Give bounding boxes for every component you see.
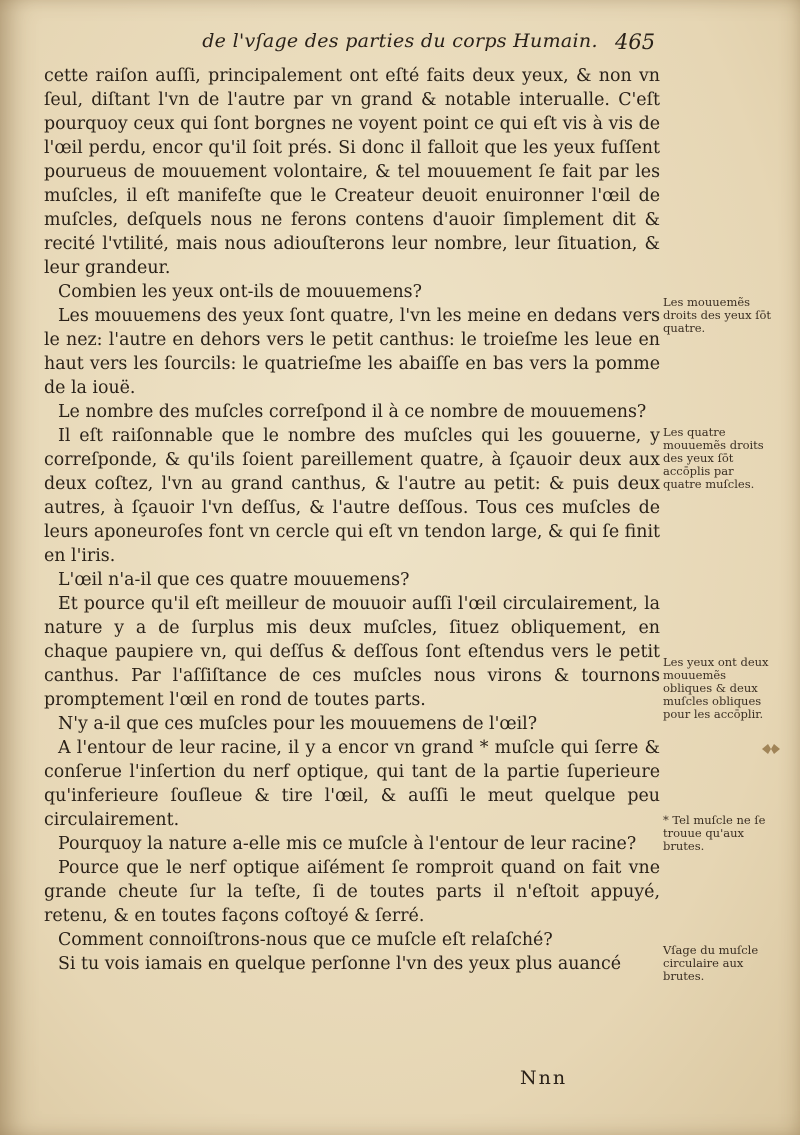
ornament-mark-icon: [760, 740, 782, 758]
running-head: de l'vſage des parties du corps Humain.: [202, 30, 598, 52]
answer-paragraph: Les mouuemens des yeux ſont quatre, l'vn les meine en dedans vers le nez: l'autre en dehors vers le petit canthus: le troieſme les leue en haut vers les ſourcils: le quatrieſme les abaiſſe en bas vers la pomme de la iouë.: [44, 306, 660, 398]
margin-note: Les mouuemẽs droits des yeux ſōt quatre.: [663, 295, 772, 335]
margin-note: Vſage du muſcle circulaire aux brutes.: [663, 943, 759, 983]
question-paragraph: Pourquoy la nature a-elle mis ce muſcle à l'entour de leur racine?: [58, 834, 637, 854]
question-paragraph: Comment connoiſtrons-nous que ce muſcle eſt relaſché?: [58, 930, 553, 950]
question-paragraph: Le nombre des muſcles correſpond il à ce nombre de mouuemens?: [58, 402, 647, 422]
answer-paragraph: Il eſt raiſonnable que le nombre des muſcles qui les gouuerne, y correſponde, & qu'ils ſoient pareillement quatre, à ſçauoir deux aux deux coſtez, l'vn au grand canthus, & l'autre au petit: & puis deux autres, à ſçauoir l'vn deſſus, & l'autre deſſous. Tous ces muſcles de leurs aponeuroſes font vn cercle qui eſt vn tendon large, & qui ſe finit en l'iris.: [44, 426, 660, 566]
question-paragraph: N'y a-il que ces muſcles pour les mouuemens de l'œil?: [58, 714, 538, 734]
signature-mark: Nnn: [520, 1067, 568, 1089]
answer-paragraph: Et pource qu'il eſt meilleur de mouuoir auſſi l'œil circulairement, la nature y a de ſurplus mis deux muſcles, ſituez obliquement, en chaque paupiere vn, qui deſſus & deſſous ſont eſtendus vers le petit canthus. Par l'aſſiſtance de ces muſcles nous virons & tournons promptement l'œil en rond de toutes parts.: [44, 594, 660, 710]
paragraph: cette raiſon auſſi, principalement ont eſté faits deux yeux, & non vn ſeul, diſtant l'vn de l'autre par vn grand & notable interualle. C'eſt pourquoy ceux qui ſont borgnes ne voyent point ce qui eſt vis à vis de l'œil perdu, encor qu'il ſoit prés. Si donc il falloit que les yeux fuſſent pourueus de mouuement volontaire, & tel mouuement ſe fait par les muſcles, il eſt manifeſte que le Createur deuoit enuironner l'œil de muſcles, deſquels nous ne ferons contens d'auoir ſimplement dit & recité l'vtilité, mais nous adiouſterons leur nombre, leur ſituation, & leur grandeur.: [44, 66, 660, 278]
margin-note: * Tel muſcle ne ſe trouue qu'aux brutes.: [663, 813, 766, 853]
question-paragraph: L'œil n'a-il que ces quatre mouuemens?: [58, 570, 410, 590]
margin-note: Les quatre mouuemẽs droits des yeux ſōt accōplis par quatre muſcles.: [663, 425, 764, 491]
answer-paragraph: Si tu vois iamais en quelque perſonne l'vn des yeux plus auancé: [58, 954, 621, 974]
margin-note: Les yeux ont deux mouuemẽs obliques & deux muſcles obliques pour les accōplir.: [663, 655, 769, 721]
question-paragraph: Combien les yeux ont-ils de mouuemens?: [58, 282, 422, 302]
main-text-column: [44, 64, 660, 976]
answer-paragraph: Pource que le nerf optique aiſément ſe romproit quand on fait vne grande cheute ſur la teſte, ſi de toutes parts il n'eſtoit appuyé, retenu, & en toutes façons coſtoyé & ſerré.: [44, 858, 660, 926]
answer-paragraph: A l'entour de leur racine, il y a encor vn grand * muſcle qui ſerre & conſerue l'inſertion du nerf optique, qui tant de la partie ſuperieure qu'inferieure ſouſleue & tire l'œil, & auſſi le meut quelque peu circulairement.: [44, 738, 660, 830]
page-number: 465: [615, 30, 656, 54]
